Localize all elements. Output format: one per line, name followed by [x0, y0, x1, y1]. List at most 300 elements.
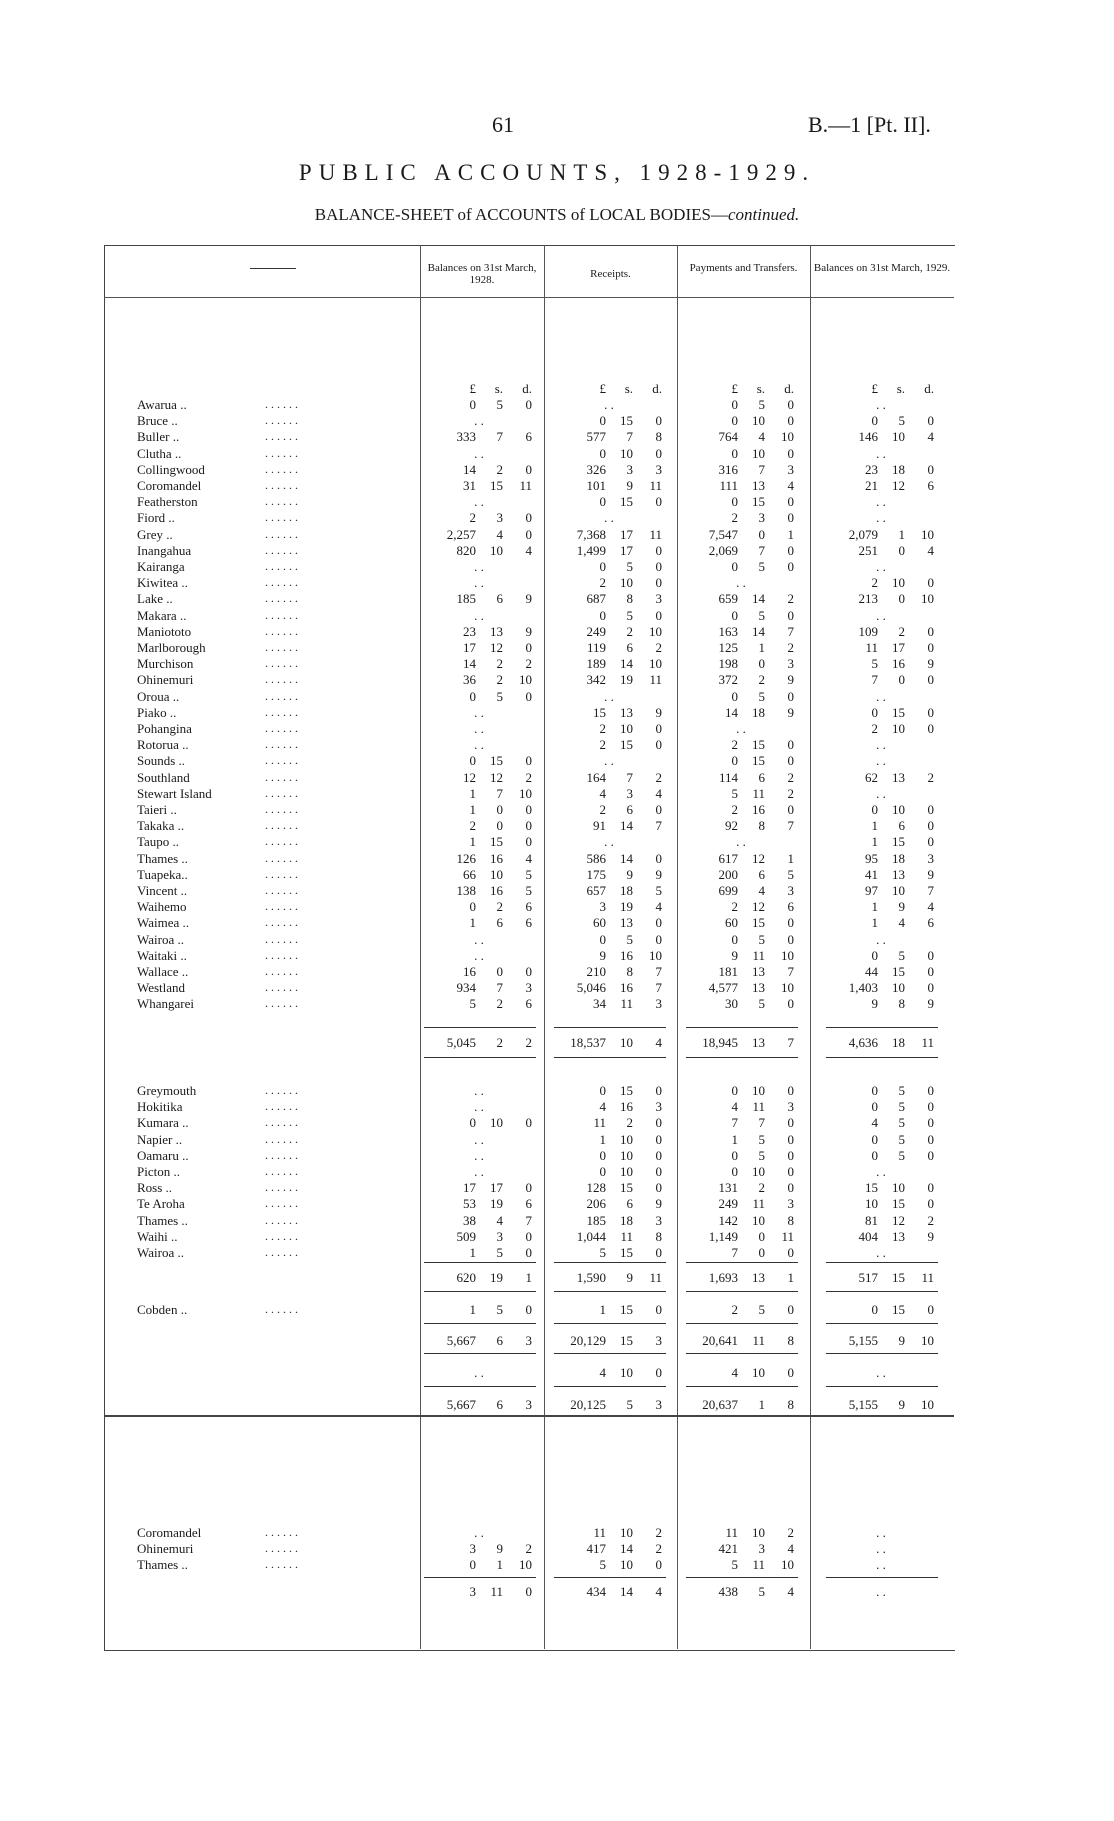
amount-pence: 7 [787, 964, 794, 979]
amount-pounds: 114 [718, 769, 738, 785]
total-rule [554, 1323, 666, 1324]
amount-pounds: 111 [719, 478, 738, 493]
amount-shillings: 5 [758, 559, 765, 574]
amount-shillings: 10 [620, 1164, 633, 1179]
amount-shillings: 19 [490, 1270, 503, 1285]
total-rule [826, 1291, 938, 1292]
amount-pence: 0 [655, 1131, 662, 1147]
amount-cell [822, 737, 940, 753]
amount-pence: 2 [525, 656, 532, 672]
leader-dots: . . . . . . [265, 850, 298, 865]
amount-pounds: 38 [463, 1212, 476, 1228]
amount-shillings: 13 [752, 1035, 765, 1050]
amount-shillings: 0 [898, 672, 905, 688]
amount-cell [420, 527, 538, 543]
amount-pounds: 126 [456, 850, 476, 866]
amount-pence: 9 [525, 623, 532, 639]
amount-cell [550, 1397, 668, 1413]
amount-cell [822, 1213, 940, 1229]
amount-pence: 2 [525, 1541, 532, 1557]
col-head-receipts: Receipts. [590, 268, 631, 280]
amount-cell [822, 1180, 940, 1196]
total-rule [424, 1353, 536, 1354]
amount-shillings: 11 [752, 947, 765, 963]
leader-dots: . . . . . . [265, 1541, 298, 1556]
amount-shillings: 10 [620, 1131, 633, 1147]
amount-cell [420, 689, 538, 705]
amount-shillings: 10 [620, 721, 633, 736]
amount-cell [420, 1213, 538, 1229]
total-rule [424, 1027, 536, 1028]
amount-pounds: 200 [718, 866, 738, 882]
table-row-label: Greymouth [137, 1083, 197, 1098]
total-rule [554, 1027, 666, 1028]
amount-shillings: 4 [758, 883, 765, 898]
amount-shillings: 16 [620, 1099, 633, 1115]
table-row-label: Kiwitea .. [137, 575, 188, 591]
amount-cell [682, 510, 800, 526]
amount-cell [682, 462, 800, 478]
nil-marker: . . [474, 931, 484, 947]
amount-pence: 9 [787, 704, 794, 720]
amount-shillings: 2 [758, 672, 765, 688]
amount-shillings: 13 [752, 980, 765, 996]
unit-s: s. [756, 381, 765, 396]
amount-cell [822, 624, 940, 640]
amount-cell [550, 770, 668, 786]
amount-pounds: 0 [599, 445, 606, 461]
table-row-label: Lake .. [137, 591, 173, 607]
leader-dots: . . . . . . [265, 704, 298, 719]
total-rule [686, 1027, 798, 1028]
amount-pounds: 326 [586, 461, 606, 477]
amount-cell [682, 575, 800, 591]
amount-pence: 11 [649, 672, 662, 688]
amount-pence: 0 [927, 1099, 934, 1115]
amount-pence: 0 [655, 1180, 662, 1196]
amount-pence: 0 [655, 737, 662, 753]
amount-pence: 10 [921, 526, 934, 542]
leader-dots: . . . . . . [265, 1302, 298, 1316]
leader-dots: . . . . . . [265, 575, 298, 590]
total-rule [554, 1262, 666, 1263]
amount-shillings: 16 [490, 883, 503, 898]
amount-pounds: 1 [599, 1302, 606, 1317]
amount-pounds: 189 [586, 656, 606, 672]
amount-shillings: 16 [620, 980, 633, 996]
amount-pounds: 138 [456, 883, 476, 898]
amount-pounds: 0 [871, 1083, 878, 1098]
total-rule [686, 1386, 798, 1387]
amount-shillings: 13 [752, 478, 765, 493]
nil-marker: . . [876, 1584, 886, 1599]
total-rule [424, 1577, 536, 1578]
amount-pence: 0 [525, 834, 532, 850]
amount-pounds: 2 [871, 721, 878, 736]
amount-cell [420, 1196, 538, 1212]
leader-dots: . . . . . . [265, 818, 298, 833]
amount-cell [420, 1148, 538, 1164]
leader-dots: . . . . . . [265, 721, 298, 735]
unit-s: s. [494, 381, 503, 396]
amount-shillings: 14 [620, 818, 633, 834]
amount-pounds: 5 [599, 1557, 606, 1573]
amount-shillings: 10 [752, 1164, 765, 1179]
leader-dots: . . . . . . [265, 1131, 298, 1146]
amount-shillings: 0 [496, 964, 503, 979]
amount-cell [822, 1245, 940, 1261]
amount-shillings: 10 [620, 575, 633, 591]
amount-pence: 7 [655, 964, 662, 979]
amount-pounds: 0 [731, 397, 738, 412]
amount-pounds: 0 [599, 1164, 606, 1179]
table-row-label: Thames .. [137, 1557, 188, 1573]
amount-pounds: 586 [586, 850, 606, 866]
amount-pence: 0 [927, 802, 934, 817]
amount-cell [420, 1180, 538, 1196]
nil-marker: . . [474, 575, 484, 591]
amount-pounds: 3 [469, 1541, 476, 1557]
nil-marker: . . [474, 413, 484, 429]
amount-shillings: 15 [892, 834, 905, 850]
amount-shillings: 11 [490, 1584, 503, 1599]
leader-dots: . . . . . . [265, 1525, 298, 1539]
amount-pounds: 91 [593, 818, 606, 834]
amount-cell [682, 721, 800, 737]
leader-dots: . . . . . . [265, 1115, 298, 1130]
table-row-label: Coromandel [137, 478, 202, 493]
amount-cell [822, 1035, 940, 1051]
amount-pence: 3 [787, 1099, 794, 1115]
amount-pence: 5 [655, 883, 662, 898]
nil-marker: . . [876, 737, 886, 753]
amount-shillings: 15 [490, 834, 503, 850]
amount-cell [682, 672, 800, 688]
amount-cell [682, 1365, 800, 1381]
amount-shillings: 5 [496, 688, 503, 704]
amount-cell [682, 932, 800, 948]
amount-pounds: 185 [456, 591, 476, 607]
total-rule [686, 1353, 798, 1354]
amount-shillings: 12 [752, 850, 765, 866]
nil-marker: . . [736, 721, 746, 736]
amount-cell [420, 1365, 538, 1381]
amount-cell [682, 1164, 800, 1180]
amount-pence: 6 [525, 1196, 532, 1212]
amount-pounds: 5,155 [848, 1333, 878, 1348]
amount-cell [822, 883, 940, 899]
amount-pence: 7 [787, 1035, 794, 1050]
amount-pence: 7 [525, 1212, 532, 1228]
amount-shillings: 9 [496, 1541, 503, 1557]
amount-pence: 0 [655, 802, 662, 817]
amount-pounds: 0 [871, 1099, 878, 1115]
table-row-label: Thames .. [137, 850, 188, 866]
amount-cell [550, 1270, 668, 1286]
table-row-label: Sounds .. [137, 753, 186, 769]
amount-pounds: 0 [871, 413, 878, 429]
amount-shillings: 14 [620, 1584, 633, 1599]
amount-cell [550, 429, 668, 445]
amount-shillings: 17 [620, 526, 633, 542]
amount-cell [822, 818, 940, 834]
amount-pounds: 620 [456, 1270, 476, 1285]
amount-cell [420, 640, 538, 656]
table-row-label: Collingwood [137, 461, 205, 477]
amount-shillings: 10 [752, 1083, 765, 1098]
amount-shillings: 0 [898, 591, 905, 607]
amount-pence: 2 [787, 769, 794, 785]
amount-shillings: 5 [758, 1302, 765, 1317]
amount-cell [420, 672, 538, 688]
leader-dots: . . . . . . [265, 834, 298, 849]
total-rule [424, 1262, 536, 1263]
amount-pence: 4 [927, 542, 934, 558]
total-rule [686, 1323, 798, 1324]
amount-cell [550, 624, 668, 640]
amount-cell [822, 948, 940, 964]
amount-pence: 3 [655, 1397, 662, 1412]
amount-shillings: 13 [620, 704, 633, 720]
amount-cell [420, 575, 538, 591]
amount-pounds: 2 [731, 802, 738, 817]
amount-pounds: 0 [731, 413, 738, 429]
amount-shillings: 5 [758, 1584, 765, 1599]
amount-cell [682, 753, 800, 769]
amount-cell [550, 462, 668, 478]
amount-pounds: 0 [599, 931, 606, 947]
amount-pence: 3 [655, 996, 662, 1012]
table-row-label: Tuapeka.. [137, 866, 188, 882]
table-row-label: Wairoa .. [137, 931, 184, 947]
amount-pounds: 2 [469, 510, 476, 526]
nil-marker: . . [474, 721, 484, 736]
amount-pence: 3 [787, 461, 794, 477]
table-row-label: Napier .. [137, 1131, 183, 1147]
amount-pence: 0 [655, 575, 662, 591]
amount-cell [550, 705, 668, 721]
amount-pounds: 820 [456, 542, 476, 558]
amount-cell [682, 1525, 800, 1541]
amount-shillings: 14 [752, 591, 765, 607]
amount-pounds: 20,637 [702, 1397, 738, 1412]
amount-shillings: 12 [490, 769, 503, 785]
table-row-label: Vincent .. [137, 883, 188, 898]
amount-pence: 0 [525, 753, 532, 769]
amount-pounds: 4 [731, 1365, 738, 1380]
amount-pounds: 5,667 [446, 1397, 476, 1412]
amount-pence: 0 [927, 1196, 934, 1212]
amount-pence: 3 [525, 1333, 532, 1348]
amount-cell [682, 624, 800, 640]
amount-shillings: 10 [620, 1035, 633, 1050]
amount-shillings: 8 [758, 818, 765, 834]
amount-cell [550, 397, 668, 413]
amount-shillings: 12 [490, 640, 503, 655]
table-row-label: Te Aroha [137, 1196, 185, 1212]
amount-cell [682, 640, 800, 656]
amount-cell [682, 429, 800, 445]
amount-cell [822, 462, 940, 478]
amount-shillings: 16 [490, 850, 503, 866]
amount-pounds: 4 [731, 1099, 738, 1115]
amount-shillings: 10 [620, 1365, 633, 1380]
amount-pounds: 131 [718, 1180, 738, 1196]
amount-shillings: 5 [898, 1147, 905, 1163]
amount-cell [682, 802, 800, 818]
total-rule [424, 1386, 536, 1387]
amount-pounds: 81 [865, 1212, 878, 1228]
amount-shillings: 9 [626, 1270, 633, 1285]
amount-pence: 10 [921, 591, 934, 607]
amount-pence: 3 [655, 1099, 662, 1115]
table-row-label: Inangahua [137, 542, 192, 558]
amount-cell [682, 964, 800, 980]
amount-pence: 0 [927, 640, 934, 655]
amount-pounds: 342 [586, 672, 606, 688]
amount-shillings: 6 [626, 640, 633, 655]
amount-shillings: 16 [620, 947, 633, 963]
amount-pence: 3 [787, 883, 794, 898]
amount-pence: 7 [655, 980, 662, 996]
amount-cell [420, 591, 538, 607]
amount-pence: 0 [787, 413, 794, 429]
amount-pounds: 109 [858, 623, 878, 639]
amount-pence: 0 [525, 1228, 532, 1244]
amount-shillings: 13 [892, 1228, 905, 1244]
amount-pence: 10 [781, 980, 794, 996]
leader-dots: . . . . . . [265, 915, 298, 930]
amount-cell [682, 1180, 800, 1196]
amount-pounds: 14 [463, 656, 476, 672]
nil-marker: . . [474, 947, 484, 963]
amount-cell [550, 721, 668, 737]
table-row-label: Hokitika [137, 1099, 183, 1115]
header-rule [104, 297, 954, 298]
amount-pounds: 62 [865, 769, 878, 785]
leader-dots: . . . . . . [265, 591, 298, 606]
nil-marker: . . [474, 1147, 484, 1163]
amount-shillings: 5 [758, 931, 765, 947]
amount-pounds: 0 [871, 704, 878, 720]
amount-shillings: 1 [898, 526, 905, 542]
amount-pence: 6 [787, 899, 794, 915]
amount-pounds: 0 [469, 1557, 476, 1573]
amount-pounds: 0 [871, 1131, 878, 1147]
amount-shillings: 15 [892, 1270, 905, 1285]
amount-cell [420, 915, 538, 931]
amount-pence: 2 [787, 785, 794, 801]
amount-shillings: 15 [620, 737, 633, 753]
amount-pounds: 5 [731, 1557, 738, 1573]
amount-shillings: 10 [892, 721, 905, 736]
amount-cell [682, 1115, 800, 1131]
amount-shillings: 2 [626, 1115, 633, 1131]
leader-dots: . . . . . . [265, 510, 298, 525]
amount-shillings: 15 [892, 964, 905, 979]
amount-pence: 0 [525, 397, 532, 412]
total-rule [686, 1262, 798, 1263]
amount-pounds: 18,945 [702, 1035, 738, 1050]
amount-shillings: 0 [758, 1245, 765, 1260]
amount-pence: 0 [927, 672, 934, 688]
amount-cell [550, 640, 668, 656]
amount-cell [822, 1229, 940, 1245]
amount-pence: 10 [921, 1333, 934, 1348]
amount-pence: 0 [655, 1365, 662, 1380]
amount-pence: 0 [525, 510, 532, 526]
amount-cell [550, 608, 668, 624]
amount-shillings: 5 [626, 607, 633, 623]
amount-cell [550, 413, 668, 429]
amount-shillings: 18 [892, 461, 905, 477]
leader-dots: . . . . . . [265, 461, 298, 476]
amount-shillings: 6 [496, 1333, 503, 1348]
leader-dots: . . . . . . [265, 1245, 298, 1259]
amount-shillings: 1 [758, 640, 765, 655]
amount-cell [550, 1196, 668, 1212]
amount-shillings: 15 [752, 753, 765, 769]
amount-cell [822, 478, 940, 494]
amount-pounds: 764 [718, 429, 738, 445]
amount-pounds: 0 [469, 1115, 476, 1131]
amount-pence: 0 [927, 413, 934, 429]
amount-pence: 3 [787, 1196, 794, 1212]
amount-cell [420, 1557, 538, 1573]
unit-header [420, 381, 538, 397]
amount-pounds: 0 [731, 1164, 738, 1179]
amount-pence: 1 [525, 1270, 532, 1285]
amount-cell [420, 1333, 538, 1349]
nil-marker: . . [604, 688, 614, 704]
table-row-label: Maniototo [137, 623, 192, 639]
amount-pounds: 164 [586, 769, 606, 785]
amount-shillings: 0 [758, 526, 765, 542]
amount-pounds: 4 [871, 1115, 878, 1131]
amount-shillings: 15 [892, 1196, 905, 1212]
unit-p: £ [731, 381, 738, 396]
amount-pence: 4 [927, 429, 934, 445]
amount-shillings: 5 [758, 996, 765, 1012]
amount-shillings: 6 [626, 802, 633, 817]
nil-marker: . . [876, 559, 886, 574]
amount-cell [822, 915, 940, 931]
amount-shillings: 5 [626, 931, 633, 947]
amount-pence: 4 [787, 1541, 794, 1557]
unit-d: d. [784, 381, 794, 396]
leader-dots: . . . . . . [265, 866, 298, 881]
amount-pence: 10 [519, 1557, 532, 1573]
amount-shillings: 5 [898, 947, 905, 963]
amount-shillings: 10 [620, 1525, 633, 1540]
amount-pounds: 0 [731, 753, 738, 769]
leader-dots: . . . . . . [265, 640, 298, 654]
amount-pounds: 4,577 [708, 980, 738, 996]
amount-cell [822, 705, 940, 721]
amount-shillings: 1 [758, 1397, 765, 1412]
amount-pence: 0 [525, 802, 532, 817]
amount-shillings: 17 [490, 1180, 503, 1196]
amount-pounds: 15 [593, 704, 606, 720]
amount-pence: 4 [655, 1035, 662, 1050]
amount-pence: 0 [655, 721, 662, 736]
amount-cell [420, 1584, 538, 1600]
amount-pence: 9 [655, 704, 662, 720]
table-row-label: Bruce .. [137, 413, 178, 429]
amount-cell [822, 1333, 940, 1349]
amount-pence: 2 [655, 1541, 662, 1557]
amount-shillings: 10 [892, 429, 905, 445]
